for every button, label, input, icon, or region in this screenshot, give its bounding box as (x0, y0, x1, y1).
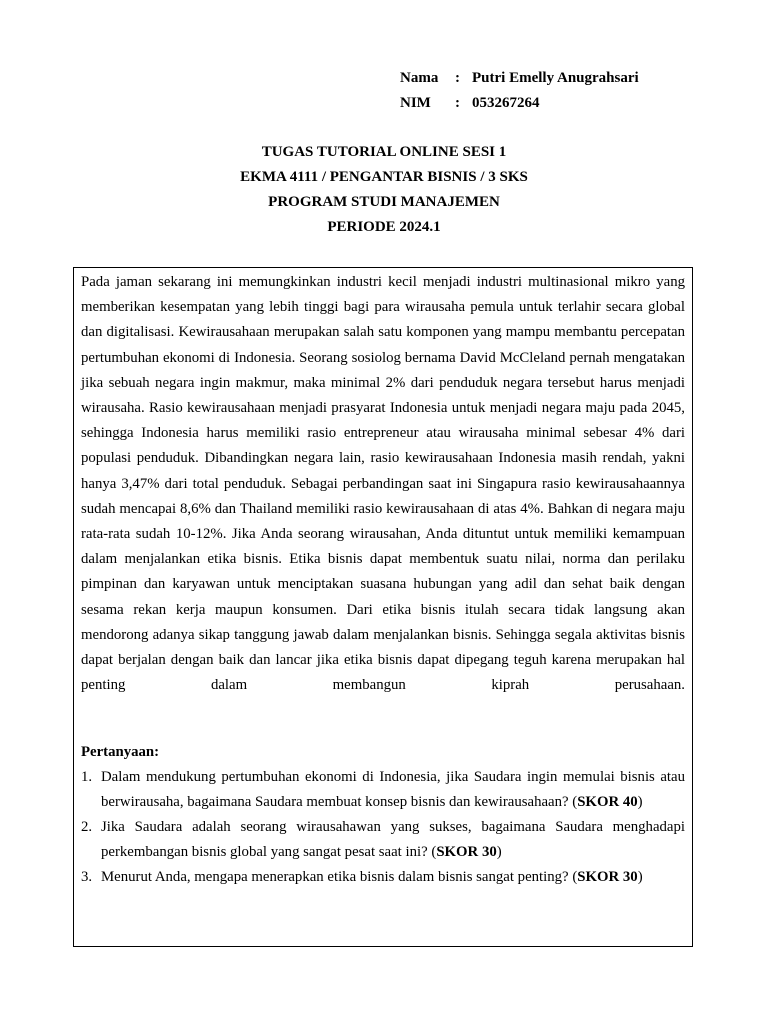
nim-label: NIM (400, 95, 431, 111)
name-label: Nama (400, 70, 439, 86)
question-item (81, 865, 685, 890)
name-separator: : (455, 70, 460, 86)
name-value: Putri Emelly Anugrahsari (472, 70, 639, 86)
question-score: SKOR 30 (436, 844, 497, 861)
question-score: SKOR 30 (577, 869, 638, 886)
name-row (400, 66, 639, 91)
question-number: 2. (81, 819, 93, 836)
question-item (81, 765, 685, 815)
question-item (81, 815, 685, 865)
nim-separator: : (455, 95, 460, 111)
case-paragraph: Pada jaman sekarang ini memungkinkan industri kecil menjadi industri multinasional mikro yang memberikan kesempatan yang lebih tinggi bagi para wirausaha pemula untuk terlahir secara global dan digitalisasi. Kewirausahaan merupakan salah satu komponen yang mampu membantu percepatan pertumbuhan ekonomi di Indonesia. Seorang sosiolog bernama David McCleland pernah mengatakan jika sebuah negara ingin makmur, maka minimal 2% dari penduduk negara tersebut harus menjadi wirausaha. Rasio kewirausahaan menjadi prasyarat Indonesia untuk menjadi negara maju pada 2045, sehingga Indonesia harus memiliki rasio entrepreneur atau wirausaha minimal sebesar 4% dari populasi penduduk. Dibandingkan negara lain, rasio kewirausahaan Indonesia masih rendah, yakni hanya 3,47% dari total penduduk. Sebagai perbandingan saat ini Singapura rasio kewirausahaannya sudah mencapai 8,6% dan Thailand memiliki rasio kewirausahaan di atas 4%. Bahkan di negara maju rata-rata sudah 10-12%. Jika Anda seorang wirausahan, Anda dituntut untuk memiliki kemampuan dalam menjalankan etika bisnis. Etika bisnis dapat membentuk suatu nilai, norma dan perilaku pimpinan dan karyawan untuk menciptakan suasana hubungan yang adil dan sehat baik dengan sesama rekan kerja maupun konsumen. Dari etika bisnis itulah secara tidak langsung akan mendorong adanya sikap tanggung jawab dalam menjalankan bisnis. Sehingga segala aktivitas bisnis dapat berjalan dengan baik dan lancar jika etika bisnis dapat dipegang teguh karena merupakan hal penting dalam membangun kiprah perusahaan. (81, 274, 685, 694)
title-line-2: EKMA 4111 / PENGANTAR BISNIS / 3 SKS (240, 169, 528, 185)
question-number: 1. (81, 768, 93, 785)
question-body: Dalam mendukung pertumbuhan ekonomi di Indonesia, jika Saudara ingin memulai bisnis atau berwirausaha, bagaimana Saudara membuat konsep bisnis dan kewirausahaan? ( (101, 768, 685, 810)
question-close: ) (637, 869, 643, 886)
title-line-1: TUGAS TUTORIAL ONLINE SESI 1 (261, 144, 507, 160)
question-text (101, 865, 685, 890)
question-body: Menurut Anda, mengapa menerapkan etika bisnis dalam bisnis sangat penting? ( (101, 869, 578, 886)
student-identity (400, 66, 639, 116)
question-text (101, 815, 685, 865)
assignment-box (73, 267, 693, 947)
question-close: ) (637, 793, 643, 810)
questions-list (81, 765, 685, 891)
questions-heading: Pertanyaan: (81, 743, 160, 760)
question-close: ) (496, 844, 502, 861)
question-number: 3. (81, 869, 93, 886)
title-line-4: PERIODE 2024.1 (327, 219, 441, 235)
nim-value: 053267264 (472, 95, 540, 111)
question-score: SKOR 40 (577, 793, 638, 810)
nim-row (400, 91, 639, 116)
document-title-block (0, 141, 768, 241)
title-line-3: PROGRAM STUDI MANAJEMEN (268, 194, 500, 210)
question-text (101, 765, 685, 815)
question-body: Jika Saudara adalah seorang wirausahawan yang sukses, bagaimana Saudara menghadapi perkembangan bisnis global yang sangat pesat saat ini? ( (101, 819, 685, 861)
